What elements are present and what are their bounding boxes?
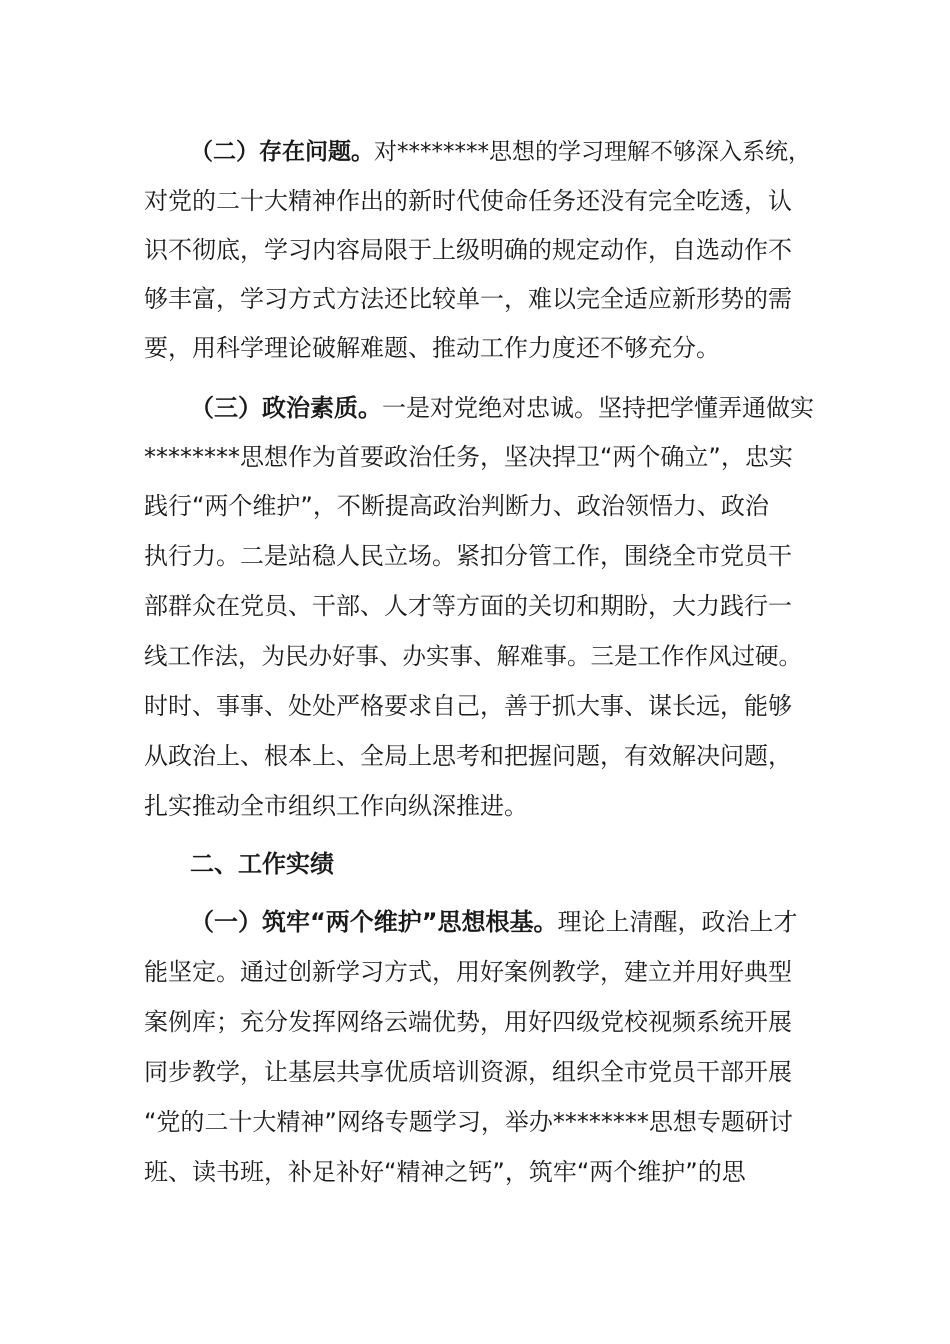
paragraph-first-line — [190, 906, 798, 938]
paragraph-first-line — [190, 136, 811, 168]
paragraph-line: 对党的二十大精神作出的新时代使命任务还没有完全吃透，认 — [144, 187, 792, 215]
paragraph-line: 部群众在党员、干部、人才等方面的关切和期盼，大力践行一 — [144, 592, 792, 620]
paragraph-line: 案例库；充分发挥网络云端优势，用好四级党校视频系统开展 — [144, 1008, 792, 1036]
paragraph-line: ********思想作为首要政治任务，坚决捍卫“两个确立”，忠实 — [144, 443, 793, 471]
paragraph-text: 一是对党绝对忠诚。坚持把学懂弄通做实 — [382, 394, 814, 422]
paragraph-heading: （一）筑牢“两个维护”思想根基。 — [190, 908, 558, 936]
paragraph-line: 要，用科学理论破解难题、推动工作力度还不够充分。 — [144, 334, 720, 362]
paragraph-line: 线工作法，为民办好事、办实事、解难事。三是工作作风过硬。 — [144, 642, 802, 670]
paragraph-line: 从政治上、根本上、全局上思考和把握问题，有效解决问题， — [144, 742, 792, 770]
paragraph-line: 能坚定。通过创新学习方式，用好案例教学，建立并用好典型 — [144, 958, 792, 986]
paragraph-line: 扎实推动全市组织工作向纵深推进。 — [144, 792, 528, 820]
paragraph-line: 执行力。二是站稳人民立场。紧扣分管工作，围绕全市党员干 — [144, 542, 792, 570]
paragraph-text: 对********思想的学习理解不够深入系统， — [374, 139, 811, 165]
paragraph-text: 理论上清醒，政治上才 — [557, 908, 798, 936]
paragraph-line: “党的二十大精神”网络专题学习，举办********思想专题研讨 — [144, 1108, 793, 1136]
paragraph-line: 班、读书班，补足补好“精神之钙”，筑牢“两个维护”的思 — [144, 1158, 746, 1186]
section-title: 二、工作实绩 — [190, 850, 334, 878]
paragraph-line: 时时、事事、处处严格要求自己，善于抓大事、谋长远，能够 — [144, 692, 792, 720]
paragraph-heading: （二）存在问题。 — [190, 139, 374, 165]
paragraph-line: 识不彻底，学习内容局限于上级明确的规定动作，自选动作不 — [144, 236, 792, 264]
paragraph-heading: （三）政治素质。 — [190, 394, 382, 422]
paragraph-first-line — [190, 392, 814, 424]
paragraph-line: 践行“两个维护”，不断提高政治判断力、政治领悟力、政治 — [144, 492, 769, 520]
paragraph-line: 同步教学，让基层共享优质培训资源，组织全市党员干部开展 — [144, 1058, 792, 1086]
paragraph-line: 够丰富，学习方式方法还比较单一，难以完全适应新形势的需 — [144, 285, 792, 313]
